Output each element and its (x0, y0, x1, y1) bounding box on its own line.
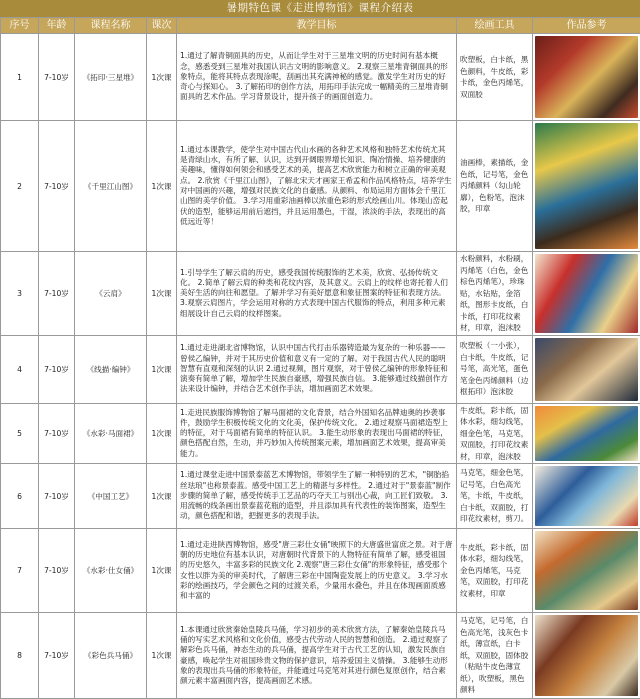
row-no: 1 (1, 34, 39, 121)
row-artwork-cell (533, 335, 640, 403)
header-objective: 教学目标 (177, 18, 457, 34)
row-no: 8 (1, 613, 39, 699)
row-lessons: 1次课 (147, 34, 177, 121)
row-artwork-cell (533, 34, 640, 121)
row-tools: 马克笔，细金色笔，记号笔，白色高光笔，卡纸，牛皮纸，白卡纸，双面胶，打印花纹素材，剪刀。 (457, 464, 533, 529)
row-no: 5 (1, 403, 39, 464)
row-lessons: 1次课 (147, 403, 177, 464)
header-course: 课程名称 (75, 18, 147, 34)
row-artwork-cell (533, 252, 640, 336)
row-objective: 1.通过走进湖北省博物馆，认识中国古代打击乐器铸造最为复杂的一种乐器——曾侯乙编钟，并对于其历史价值和意义有一定的了解。对于我国古代人民的聪明智慧有直观和深刻的认识 2.通过视频，图片观察，对于曾侯乙编钟的形象特征和演奏有简单了解，增加学生民族自豪感，增强民族自信。 3.能够通过线描创作方法来设计编钟，并结合艺术创作手法，增加画面艺术效果。 (177, 335, 457, 403)
table-row (1, 335, 640, 403)
row-objective: 1.引导学生了解云肩的历史，感受我国传统服饰的艺术美，欣赏、弘扬传统文化。 2.简单了解云肩的种类和花纹内容，及其意义。云肩上的纹样也寄托着人们美好生活的向往和愿望。了解并学习有美好愿意和象征图案的特征和表现方法。 3.观察云肩图片，学会运用对称的方式表现中国古代服饰的特点，利用多种元素组展设计自己云肩的纹样图案。 (177, 252, 457, 336)
row-tools: 水粉颜料，水粉刷，丙烯笔（白色，金色棕色丙烯笔），珍珠贴，水钻贴，金箔纸，图形卡皮纸，白卡纸，打印花纹素材，印章，泡沫胶 (457, 252, 533, 336)
table-row (1, 121, 640, 252)
row-no: 2 (1, 121, 39, 252)
row-lessons: 1次课 (147, 335, 177, 403)
row-no: 7 (1, 529, 39, 613)
artwork-image (535, 36, 638, 118)
header-no: 序号 (1, 18, 39, 34)
row-lessons: 1次课 (147, 252, 177, 336)
artwork-image (535, 254, 638, 333)
row-artwork-cell (533, 464, 640, 529)
header-art: 作品参考 (533, 18, 640, 34)
header-lessons: 课次 (147, 18, 177, 34)
row-lessons: 1次课 (147, 464, 177, 529)
row-age: 7-10岁 (39, 252, 75, 336)
row-lessons: 1次课 (147, 121, 177, 252)
table-body (1, 34, 640, 699)
artwork-image (535, 531, 638, 610)
row-age: 7-10岁 (39, 403, 75, 464)
table-row (1, 34, 640, 121)
row-lessons: 1次课 (147, 529, 177, 613)
table-row (1, 613, 640, 699)
row-course: 《线描·编钟》 (75, 335, 147, 403)
row-no: 4 (1, 335, 39, 403)
row-no: 3 (1, 252, 39, 336)
row-tools: 牛皮纸，彩卡纸，固体水彩，细勾线笔，细金色笔，马克笔，双面胶，打印花纹素材，印章，泡沫胶 (457, 403, 533, 464)
table-header-row (1, 18, 640, 34)
row-course: 《云肩》 (75, 252, 147, 336)
row-artwork-cell (533, 121, 640, 252)
row-course: 《拓印·三星堆》 (75, 34, 147, 121)
table-row (1, 464, 640, 529)
table-row (1, 529, 640, 613)
row-objective: 1.本课通过欣赏秦始皇陵兵马俑，学习初步的美术欣赏方法，了解秦始皇陵兵马俑的写实艺术风格和文化价值，感受古代劳动人民的智慧和创造。 2.通过观察了解彩色兵马俑，神态生动的兵马俑，提高学生对于古代工艺的认知，激发民族自豪感，唤起学生对祖国珍贵文物的保护意识，培养爱国主义情操。 3.能够生动形象的表现出兵马俑的形象特征，并能通过马克笔对其进行颜色复原创作，结合素颜元素丰富画面内容，提高画面艺术感。 (177, 613, 457, 699)
artwork-image (535, 338, 638, 401)
page-title: 暑期特色课《走进博物馆》课程介绍表 (0, 0, 640, 17)
row-course: 《彩色兵马俑》 (75, 613, 147, 699)
row-course: 《水彩·仕女俑》 (75, 529, 147, 613)
artwork-image (535, 615, 638, 696)
row-artwork-cell (533, 613, 640, 699)
row-artwork-cell (533, 529, 640, 613)
course-table (0, 17, 640, 699)
row-tools: 牛皮纸，彩卡纸，固体水彩，细勾线笔，金色丙烯笔，马克笔，双面胶，打印花纹素材，印章 (457, 529, 533, 613)
table-row (1, 252, 640, 336)
artwork-image (535, 123, 638, 249)
artwork-image (535, 406, 638, 462)
row-lessons: 1次课 (147, 613, 177, 699)
row-objective: 1.通过课堂走进中国景泰蓝艺术博物馆，带领学生了解一种特别的艺术，"铜胎掐丝珐琅"也称景泰蓝。感受中国工艺上的精湛与多样性。 2.通过对于"景泰蓝"制作步骤的简单了解，感受传统手工艺品的巧夺天工与别出心裁，向工匠们致敬。 3.用流畅的线条画出景泰蓝花瓶的造型，并且添加具有代表性的装饰图案，造型生动，颜色搭配和谐，把握更多的表现手法。 (177, 464, 457, 529)
artwork-image (535, 466, 638, 526)
row-age: 7-10岁 (39, 34, 75, 121)
row-no: 6 (1, 464, 39, 529)
row-artwork-cell (533, 403, 640, 464)
row-tools: 吹塑板，白卡纸，黑色颜料，牛皮纸，彩卡纸，金色丙烯笔，双面胶 (457, 34, 533, 121)
row-age: 7-10岁 (39, 613, 75, 699)
header-tools: 绘画工具 (457, 18, 533, 34)
row-tools: 马克笔，记号笔，白色高光笔，浅灰色卡纸，薄宣纸，白卡纸，双面胶，固体胶（粘贴牛皮色薄宣纸），吹塑板，黑色颜料 (457, 613, 533, 699)
row-course: 《水彩·马面裙》 (75, 403, 147, 464)
table-row (1, 403, 640, 464)
row-objective: 1.通过本课教学，使学生对中国古代山水画的各种艺术风格和独特艺术传统尤其是青绿山水，有所了解、认识，达到开阔眼界增长知识、陶冶情操、培养健康的美趣味，懂得如何领会和感受艺术的美，提高艺术欣赏能力和树立正确的审美观点。 2.欣赏《千里江山图》，了解北宋天才画家王希孟和作品风格特点，培养学生对中国画的兴趣，增强对民族文化的自豪感。从颜料、布局运用方面体会千里江山图的美学价值。 3.学习用重彩油画棒以浓重色彩的形式绘画山川。体现山峦起伏的造型，能够运用前后遮挡，并且运用墨色，干湿，浓淡的手法，表现出的高低远近等！ (177, 121, 457, 252)
row-age: 7-10岁 (39, 529, 75, 613)
header-age: 年龄 (39, 18, 75, 34)
row-course: 《中国工艺》 (75, 464, 147, 529)
row-objective: 1.走进民族服饰博物馆了解马面裙的文化背景，结合外国知名品牌迪奥的抄袭事件，鼓励学生积极传统文化的文化美，保护传统文化。 2.通过观察马面裙造型上的特征，对于马面裙有简单的特征认识。 3.能生动形象的表现出马面裙的特征，颜色搭配自然，生动，并巧妙加入传统图案元素，增加画面艺术效果，提高审美能力。 (177, 403, 457, 464)
row-tools: 油画棒，素描纸，金色纸，记号笔，金色丙烯颜料（勾山轮廓），色粉笔，泡沫胶，印章 (457, 121, 533, 252)
row-age: 7-10岁 (39, 464, 75, 529)
row-course: 《千里江山图》 (75, 121, 147, 252)
row-age: 7-10岁 (39, 335, 75, 403)
row-objective: 1.通过了解青铜面具的历史，从而让学生对于三星堆文明的历史时间有基本概念，感悉受到三星堆对我国认识古文明的影响意义。 2.观察三星堆青铜面具的形象特点，能将其特点表现涂呢，刮画出其充满神秘的感觉。激发学生对历史的好奇心与探知心。 3.了解拓印的创作方法，用拓印手法完成一幅精美的三星堆青铜面具的艺术作品。学习背景设计，提升孩子的画面创造力。 (177, 34, 457, 121)
row-tools: 吹塑板（一小张），白卡纸，牛皮纸，记号笔，高光笔，蛋色笔金色丙烯颜料（边框拓印）泡沫胶 (457, 335, 533, 403)
row-age: 7-10岁 (39, 121, 75, 252)
row-objective: 1.通过走进陕西博物馆，感受"唐三彩仕女俑"映照下的大唐盛世富庶之景。对于唐朝的历史地位有基本认识，对唐朝时代背景下的人物特征有简单了解，感受祖国的历史悠久，丰富多彩的民族文化 2.观察"唐三彩仕女俑"的形象特征，感受那个女性以胖为美的审美时代，了解唐三彩在中国陶瓷发展上的历史意义。 3.学习水彩的绘画技巧，学会颜色之间的过渡关系，少量用水叠色，并且在体现画面质感和丰富的 (177, 529, 457, 613)
